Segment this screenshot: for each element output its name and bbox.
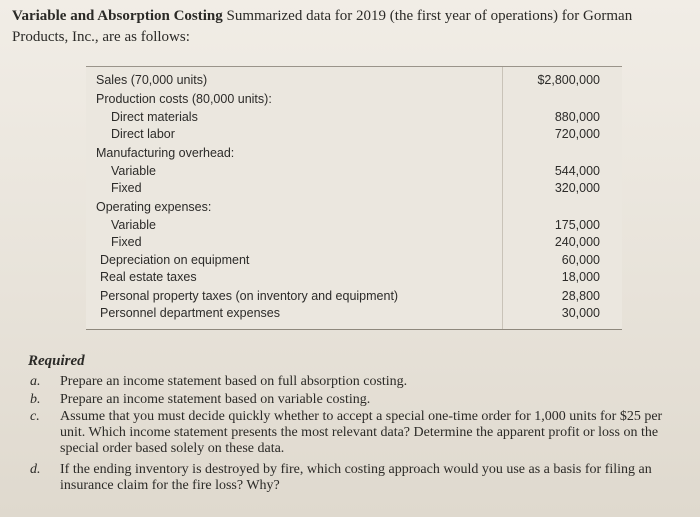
row-label: Direct materials	[111, 110, 198, 124]
dot-leader	[170, 163, 510, 180]
row-label: Personnel department expenses	[100, 306, 280, 320]
row-value: 544,000	[554, 164, 600, 178]
row-value: 18,000	[561, 270, 600, 284]
item-text: Prepare an income statement based on variable costing.	[60, 392, 371, 407]
row-value: $2,800,000	[537, 73, 600, 87]
row-label: Production costs (80,000 units):	[96, 92, 272, 106]
required-heading: Required	[28, 353, 85, 369]
row-value: 320,000	[554, 181, 600, 195]
row-value: 880,000	[554, 110, 600, 124]
row-label: Fixed	[111, 181, 142, 195]
table-row	[86, 126, 622, 143]
problem-title: Variable and Absorption Costing	[12, 8, 223, 24]
table-row	[86, 91, 622, 108]
dot-leader	[270, 252, 510, 269]
dot-leader	[213, 269, 510, 286]
table-row	[86, 199, 622, 216]
row-label: Manufacturing overhead:	[96, 146, 235, 160]
table-row	[86, 163, 622, 180]
problem-intro	[12, 6, 688, 48]
cost-data-table	[86, 66, 622, 330]
dot-leader	[170, 217, 510, 234]
row-label: Direct labor	[111, 127, 175, 141]
row-value: 30,000	[561, 306, 600, 320]
table-row	[86, 252, 622, 269]
item-letter: d.	[30, 462, 41, 477]
item-text: Prepare an income statement based on full absorption costing.	[60, 374, 408, 389]
table-row	[86, 217, 622, 234]
row-value: 28,800	[561, 289, 600, 303]
row-label: Personal property taxes (on inventory and equipment)	[100, 289, 399, 303]
row-label: Variable	[111, 218, 156, 232]
problem-description: Summarized data for 2019 (the first year of operations) for Gorman Products, Inc., are as follows:	[12, 8, 633, 45]
row-label: Real estate taxes	[100, 270, 197, 284]
item-text: Assume that you must decide quickly whether to accept a special one-time order for 1,000 units for $25 per unit. Which income statement presents the most relevant data? Determine the apparent profit or loss on the special order based solely on these data.	[60, 409, 663, 456]
item-text: If the ending inventory is destroyed by fire, which costing approach would you use as a basis for filing an insurance claim for the fire loss? Why?	[60, 462, 652, 493]
dot-leader	[152, 180, 510, 197]
table-row	[86, 109, 622, 126]
item-letter: a.	[30, 374, 41, 389]
table-row	[86, 180, 622, 197]
row-label: Variable	[111, 164, 156, 178]
dot-leader	[227, 72, 510, 89]
row-label: Depreciation on equipment	[100, 253, 250, 267]
dot-leader	[303, 305, 510, 322]
table-row	[86, 288, 622, 305]
dot-leader	[186, 126, 510, 143]
dot-leader	[426, 288, 510, 305]
table-row	[86, 305, 622, 322]
row-label: Operating expenses:	[96, 200, 212, 214]
row-value: 60,000	[561, 253, 600, 267]
row-value: 175,000	[554, 218, 600, 232]
table-row	[86, 269, 622, 286]
dot-leader	[152, 234, 510, 251]
table-row	[86, 72, 622, 89]
item-letter: c.	[30, 409, 40, 424]
table-row	[86, 145, 622, 162]
row-value: 720,000	[554, 127, 600, 141]
table-row	[86, 234, 622, 251]
row-label: Sales (70,000 units)	[96, 73, 208, 87]
row-label: Fixed	[111, 235, 142, 249]
item-letter: b.	[30, 392, 41, 407]
dot-leader	[209, 109, 510, 126]
row-value: 240,000	[554, 235, 600, 249]
